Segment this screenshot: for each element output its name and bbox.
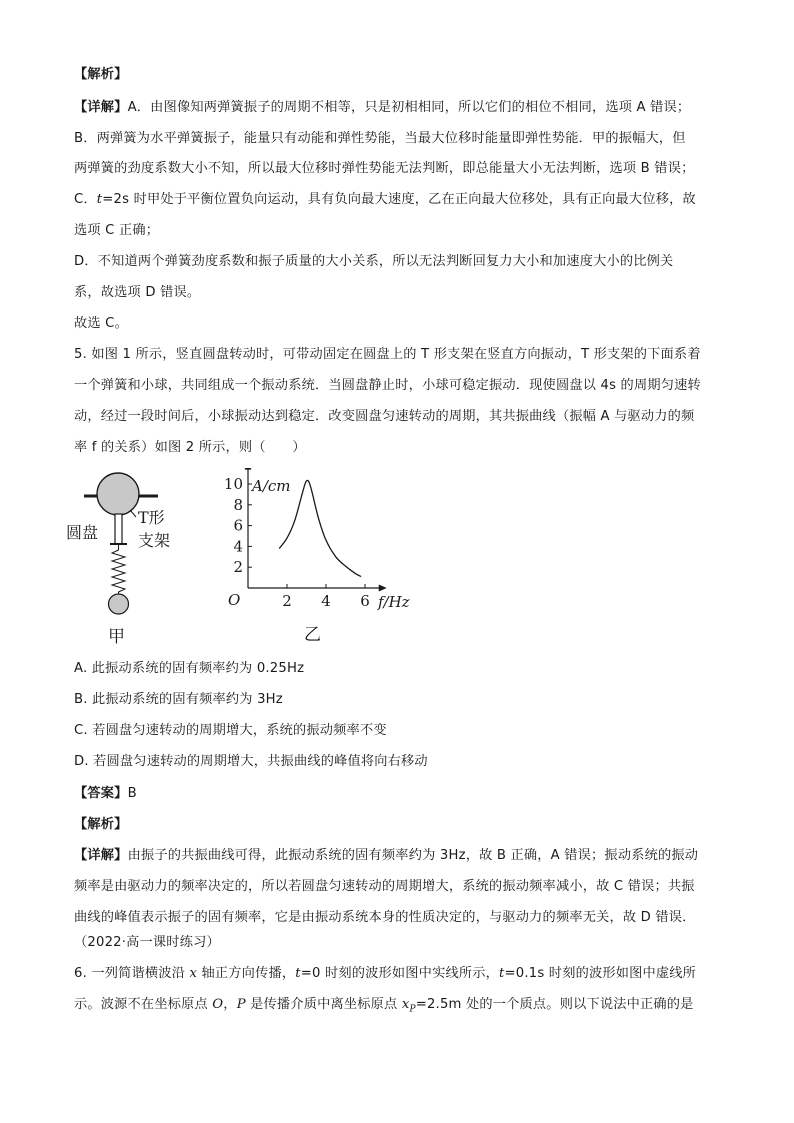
explanation-line: 【详解】A．由图像知两弹簧振子的周期不相等，只是初相相同，所以它们的相位不相同，选项 A 错误； xyxy=(74,100,691,115)
spring xyxy=(112,544,125,596)
y-tick-label: 4 xyxy=(233,537,243,556)
x-tick-label: 6 xyxy=(360,592,370,610)
explanation-line: B．两弹簧为水平弹簧振子，能量只有动能和弹性势能，当最大位移时能量即弹性势能．甲的振幅大，但 xyxy=(74,131,686,146)
analysis-heading: 【解析】 xyxy=(74,67,128,82)
origin-label: O xyxy=(228,591,241,609)
label-pointer xyxy=(130,510,136,517)
ball xyxy=(109,594,129,614)
t-bracket-stem xyxy=(115,514,122,544)
y-axis-label: A/cm xyxy=(252,477,291,495)
explanation-line: D．不知道两个弹簧劲度系数和振子质量的大小关系，所以无法判断回复力大小和加速度大小的比例关 xyxy=(74,254,674,269)
question-6-line: 6. 一列简谐横波沿 x 轴正方向传播，t=0 时刻的波形如图中实线所示，t=0.1s 时刻的波形如图中虚线所 xyxy=(74,966,697,981)
label-t-bracket-1: T形 xyxy=(138,508,165,527)
y-tick-label: 2 xyxy=(233,558,243,577)
explanation-line: 频率是由驱动力的频率决定的，所以若圆盘匀速转动的周期增大，系统的振动频率减小，故 C 错误；共振 xyxy=(74,879,695,894)
answer-line: 【答案】B xyxy=(74,786,137,801)
explanation-line: C．t=2s 时甲处于平衡位置负向运动，具有负向最大速度，乙在正向最大位移处，具有正向最大位移，故 xyxy=(74,192,696,207)
question-5-line: 动，经过一段时间后，小球振动达到稳定．改变圆盘匀速转动的周期，其共振曲线（振幅 A 与驱动力的频 xyxy=(74,409,695,424)
figure-disk-spring xyxy=(60,462,210,652)
x-tick-label: 4 xyxy=(321,592,331,610)
figure-caption-yi: 乙 xyxy=(304,625,321,645)
analysis-heading: 【解析】 xyxy=(74,817,128,832)
resonance-chart xyxy=(222,468,422,650)
explanation-line: 【详解】由振子的共振曲线可得，此振动系统的固有频率约为 3Hz，故 B 正确，A 错误；振动系统的振动 xyxy=(74,848,699,863)
option-b: B. 此振动系统的固有频率约为 3Hz xyxy=(74,692,283,707)
disk xyxy=(97,473,139,515)
question-5-line: 率 f 的关系）如图 2 所示，则（ ） xyxy=(74,440,306,455)
source-note: （2022·高一课时练习） xyxy=(74,935,220,950)
x-tick-label: 2 xyxy=(282,592,292,610)
y-axis-arrow xyxy=(245,468,252,470)
question-5-line: 一个弹簧和小球，共同组成一个振动系统．当圆盘静止时，小球可稳定振动．现使圆盘以 4s 的周期匀速转 xyxy=(74,378,701,393)
y-tick-label: 8 xyxy=(233,495,243,514)
label-disk: 圆盘 xyxy=(66,523,99,542)
conclusion-line: 故选 C。 xyxy=(74,316,128,331)
question-5-line: 5. 如图 1 所示，竖直圆盘转动时，可带动固定在圆盘上的 T 形支架在竖直方向振动，T 形支架的下面系着 xyxy=(74,347,701,362)
option-c: C. 若圆盘匀速转动的周期增大，系统的振动频率不变 xyxy=(74,723,387,738)
x-axis-label: f/Hz xyxy=(378,593,410,611)
explanation-line: 两弹簧的劲度系数大小不知，所以最大位移时弹性势能无法判断，即总能量大小无法判断，选项 B 错误； xyxy=(74,161,695,176)
question-6-line: 示。波源不在坐标原点 O，P 是传播介质中离坐标原点 $x_P=2.5m$ 处的一个质点。则以下说法中正确的是 xyxy=(74,997,694,1015)
explanation-line: 系，故选项 D 错误。 xyxy=(74,285,201,300)
option-d: D. 若圆盘匀速转动的周期增大，共振曲线的峰值将向右移动 xyxy=(74,754,428,769)
explanation-line: 选项 C 正确； xyxy=(74,223,160,238)
label-t-bracket-2: 支架 xyxy=(138,531,171,550)
explanation-line: 曲线的峰值表示振子的固有频率，它是由振动系统本身的性质决定的，与驱动力的频率无关，故 D 错误． xyxy=(74,910,696,925)
figure-caption-jia: 甲 xyxy=(108,627,125,647)
y-tick-label: 10 xyxy=(223,475,243,493)
option-a: A. 此振动系统的固有频率约为 0.25Hz xyxy=(74,661,305,676)
resonance-curve xyxy=(279,480,361,576)
x-axis-arrow xyxy=(379,585,387,592)
y-tick-label: 6 xyxy=(233,516,243,535)
